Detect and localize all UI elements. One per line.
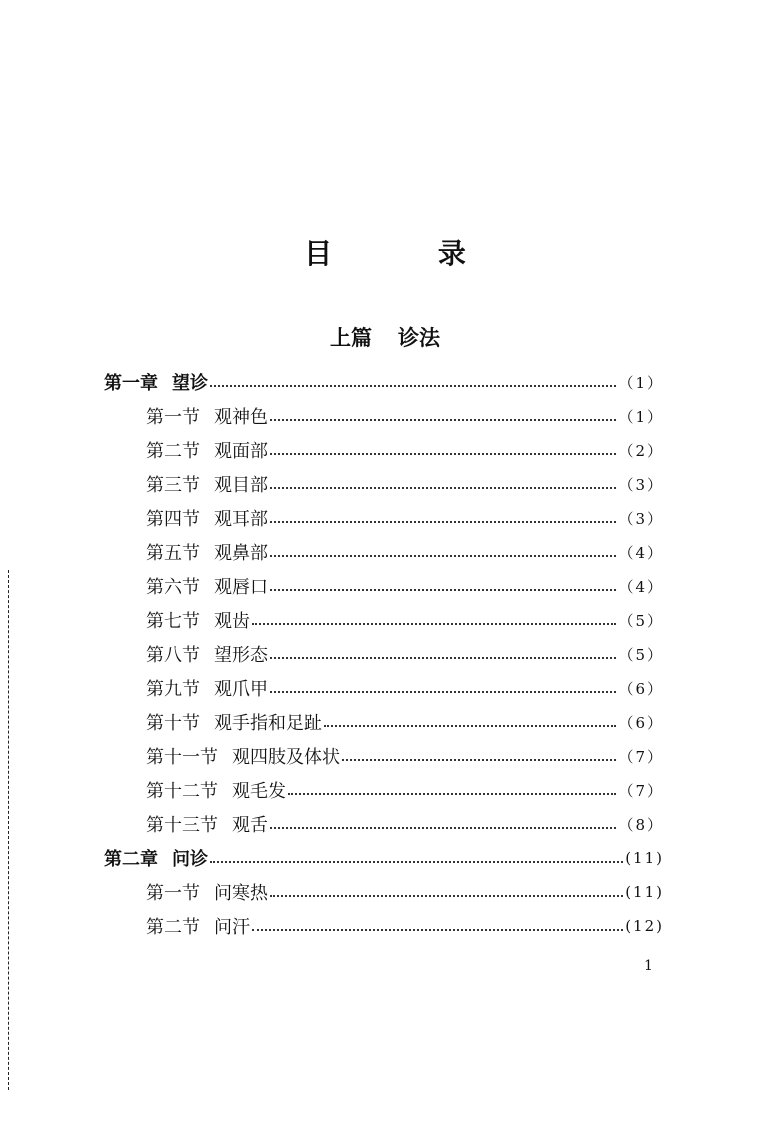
toc-entry-section[interactable]: [146, 740, 664, 772]
toc-entry-section[interactable]: [146, 774, 664, 806]
toc-entry-title: 观爪甲: [214, 679, 268, 700]
toc-entry-number: 第八节: [146, 645, 200, 666]
toc-entry-title: 观神色: [214, 407, 268, 428]
toc-entry-title: 望诊: [172, 373, 208, 394]
toc-entry-page: （6）: [618, 713, 664, 732]
toc-entry-number: 第四节: [146, 509, 200, 530]
dot-leader: [270, 487, 616, 489]
toc-entry-page: （5）: [618, 611, 664, 630]
dot-leader: [270, 657, 616, 659]
toc-entry-number: 第二节: [146, 917, 200, 938]
toc-entry-title: 观目部: [214, 475, 268, 496]
dot-leader: [210, 385, 616, 387]
toc-entry-page: （3）: [618, 509, 664, 528]
dot-leader: [270, 691, 616, 693]
part-subject: 诊法: [398, 325, 440, 350]
toc-entry-title: 问诊: [172, 849, 208, 870]
toc-entry-number: 第六节: [146, 577, 200, 598]
dot-leader: [270, 419, 616, 421]
dot-leader: [270, 555, 616, 557]
toc-entry-section[interactable]: [146, 502, 664, 534]
toc-entry-number: 第三节: [146, 475, 200, 496]
toc-entry-page: （4）: [618, 543, 664, 562]
toc-entry-chapter[interactable]: [104, 842, 664, 874]
toc-entry-section[interactable]: [146, 706, 664, 738]
toc-entry-number: 第一节: [146, 883, 200, 904]
dot-leader: [324, 725, 616, 727]
toc-entry-section[interactable]: [146, 468, 664, 500]
toc-entry-page: （5）: [618, 645, 664, 664]
toc-entry-title: 观手指和足趾: [214, 713, 322, 734]
toc-entry-number: 第十一节: [146, 747, 218, 768]
toc-entry-section[interactable]: [146, 604, 664, 636]
toc-entry-chapter[interactable]: [104, 366, 664, 398]
binding-edge-line: [8, 570, 9, 1090]
toc-entry-number: 第七节: [146, 611, 200, 632]
part-label: 上篇: [330, 325, 372, 350]
toc-entry-title: 观耳部: [214, 509, 268, 530]
toc-entry-section[interactable]: [146, 638, 664, 670]
toc-entry-number: 第二章: [104, 849, 158, 870]
toc-entry-title: 问汗: [214, 917, 250, 938]
toc-entry-page: （2）: [618, 441, 664, 460]
toc-entry-section[interactable]: [146, 808, 664, 840]
toc-entry-page: （7）: [618, 747, 664, 766]
toc-entry-section[interactable]: [146, 876, 664, 908]
toc-entry-page: （3）: [618, 475, 664, 494]
toc-entry-section[interactable]: [146, 570, 664, 602]
toc-entry-section[interactable]: [146, 672, 664, 704]
dot-leader: [252, 623, 616, 625]
dot-leader: [342, 759, 616, 761]
toc-entry-page: (12): [625, 917, 664, 935]
toc-entry-page: （1）: [618, 373, 664, 392]
dot-leader: [270, 453, 616, 455]
toc-entry-page: （6）: [618, 679, 664, 698]
toc-entry-section[interactable]: [146, 434, 664, 466]
toc-entry-title: 问寒热: [214, 883, 268, 904]
dot-leader: [270, 895, 623, 897]
toc-entry-number: 第十节: [146, 713, 200, 734]
toc-entry-section[interactable]: [146, 400, 664, 432]
toc-entry-title: 观齿: [214, 611, 250, 632]
page-folio: 1: [644, 958, 653, 974]
toc-entry-number: 第十二节: [146, 781, 218, 802]
dot-leader: [270, 521, 616, 523]
part-heading: [0, 322, 770, 352]
toc-entry-page: （8）: [618, 815, 664, 834]
toc-entry-number: 第一节: [146, 407, 200, 428]
toc-entry-page: (11): [625, 849, 664, 867]
dot-leader: [288, 793, 616, 795]
toc-entry-number: 第一章: [104, 373, 158, 394]
toc-entry-title: 观四肢及体状: [232, 747, 340, 768]
toc-entry-title: 观舌: [232, 815, 268, 836]
toc-entry-number: 第十三节: [146, 815, 218, 836]
page-title: 目 录: [304, 237, 514, 270]
dot-leader: [270, 827, 616, 829]
toc-entry-title: 观鼻部: [214, 543, 268, 564]
toc-entry-number: 第二节: [146, 441, 200, 462]
toc-entry-title: 观面部: [214, 441, 268, 462]
toc-entry-section[interactable]: [146, 910, 664, 942]
toc-entry-page: (11): [625, 883, 664, 901]
toc-entry-title: 望形态: [214, 645, 268, 666]
toc-entry-page: （1）: [618, 407, 664, 426]
toc-entry-page: （7）: [618, 781, 664, 800]
toc-entry-section[interactable]: [146, 536, 664, 568]
toc-entry-title: 观唇口: [214, 577, 268, 598]
dot-leader: [252, 929, 623, 931]
toc-entry-number: 第五节: [146, 543, 200, 564]
dot-leader: [270, 589, 616, 591]
toc-entry-title: 观毛发: [232, 781, 286, 802]
toc-entry-number: 第九节: [146, 679, 200, 700]
toc-entry-page: （4）: [618, 577, 664, 596]
dot-leader: [210, 861, 623, 863]
